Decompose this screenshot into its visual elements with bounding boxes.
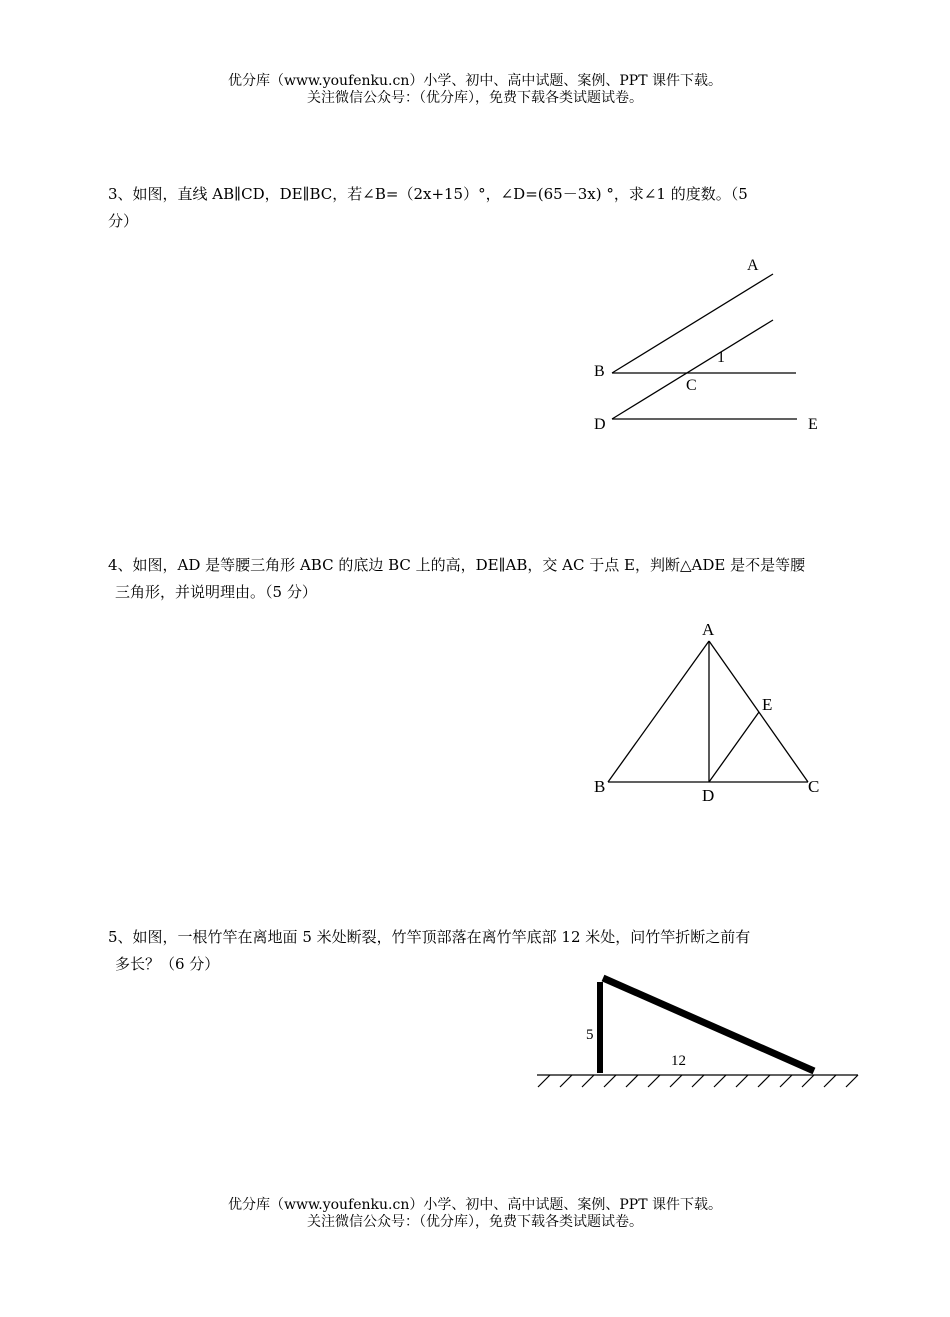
question-4-line-1: 4、如图，AD 是等腰三角形 ABC 的底边 BC 上的高，DE∥AB，交 AC 于点 E，判断△ADE 是不是等腰 bbox=[108, 556, 806, 574]
segment-DE bbox=[709, 712, 759, 782]
label-distance-12: 12 bbox=[671, 1053, 686, 1069]
header-line-2: 关注微信公众号：（优分库），免费下载各类试题试卷。 bbox=[307, 90, 643, 106]
footer-line-1: 优分库（www.youfenku.cn）小学、初中、高中试题、案例、PPT 课件下载。 bbox=[227, 1197, 722, 1213]
label-A: A bbox=[702, 620, 715, 639]
label-height-5: 5 bbox=[586, 1027, 594, 1043]
footer-line-2: 关注微信公众号：（优分库），免费下载各类试题试卷。 bbox=[307, 1214, 643, 1230]
question-5-line-1: 5、如图，一根竹竿在离地面 5 米处断裂，竹竿顶部落在离竹竿底部 12 米处，问竹竿折断之前有 bbox=[108, 928, 751, 946]
side-AC bbox=[709, 641, 808, 782]
line-DC bbox=[612, 320, 773, 419]
page-footer bbox=[0, 1197, 950, 1231]
label-D: D bbox=[702, 786, 715, 805]
label-E: E bbox=[808, 416, 818, 433]
side-AB bbox=[608, 641, 709, 782]
label-A: A bbox=[747, 257, 759, 274]
line-AB bbox=[612, 274, 773, 373]
label-D: D bbox=[594, 416, 606, 433]
question-3 bbox=[108, 181, 860, 235]
label-C: C bbox=[686, 377, 697, 394]
bamboo-broken-part bbox=[603, 978, 814, 1071]
label-E: E bbox=[762, 695, 773, 714]
question-3-line-2: 分） bbox=[108, 212, 139, 230]
ground-hatching bbox=[538, 1075, 858, 1087]
question-5-line-2: 多长？（6 分） bbox=[115, 955, 220, 973]
label-B: B bbox=[594, 777, 606, 796]
question-3-line-1: 3、如图，直线 AB∥CD，DE∥BC，若∠B=（2x+15）°，∠D=(65－3x) °，求∠1 的度数。（5 bbox=[108, 185, 748, 203]
label-B: B bbox=[594, 363, 605, 380]
header-line-1: 优分库（www.youfenku.cn）小学、初中、高中试题、案例、PPT 课件下载。 bbox=[227, 73, 722, 89]
question-4-line-2: 三角形，并说明理由。（5 分） bbox=[115, 583, 317, 601]
label-angle-1: 1 bbox=[717, 349, 725, 366]
page-header bbox=[0, 73, 950, 107]
label-C: C bbox=[808, 777, 820, 796]
question-4 bbox=[108, 552, 860, 606]
question-5 bbox=[108, 924, 860, 978]
